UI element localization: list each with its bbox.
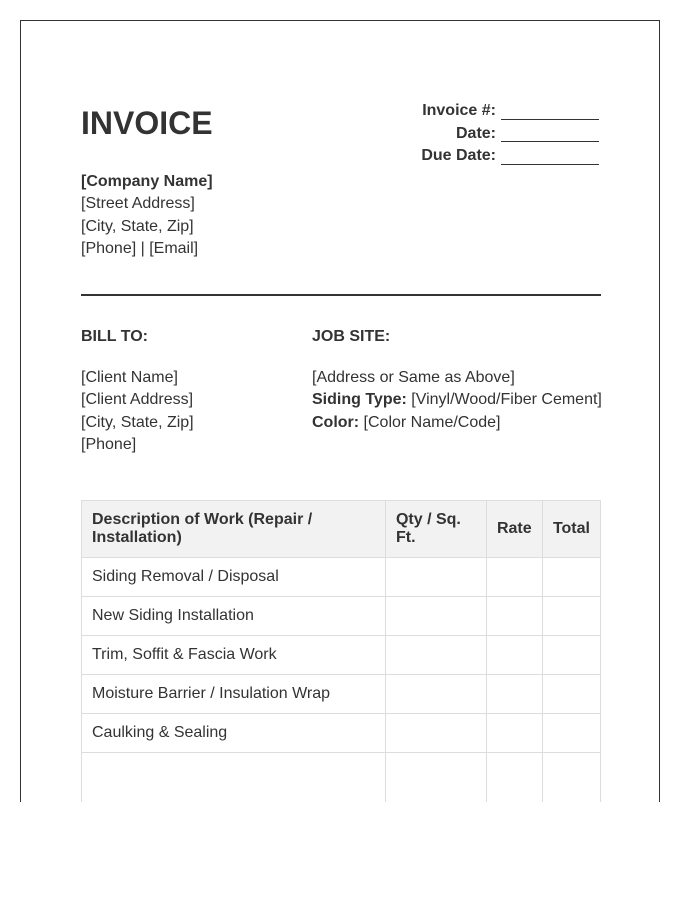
siding-type-label: Siding Type: (312, 391, 407, 409)
row-rate[interactable] (486, 597, 542, 636)
header-divider (81, 294, 601, 296)
bill-to-block (81, 367, 194, 456)
due-date-row (421, 145, 599, 168)
color-line (312, 412, 602, 434)
row-description[interactable]: Trim, Soffit & Fascia Work (82, 636, 386, 675)
table-row (82, 675, 601, 714)
row-rate[interactable] (486, 675, 542, 714)
table-row (82, 714, 601, 753)
row-rate[interactable] (486, 714, 542, 753)
due-date-label: Due Date: (421, 147, 496, 164)
row-description[interactable]: Siding Removal / Disposal (82, 558, 386, 597)
row-total[interactable] (542, 597, 600, 636)
invoice-meta (421, 100, 599, 168)
siding-type-value: [Vinyl/Wood/Fiber Cement] (406, 391, 602, 409)
company-street: [Street Address] (81, 195, 195, 213)
row-total[interactable] (542, 714, 600, 753)
company-city: [City, State, Zip] (81, 217, 194, 235)
invoice-title: INVOICE (81, 105, 213, 141)
company-info (81, 171, 213, 260)
row-qty[interactable] (385, 753, 486, 803)
row-qty[interactable] (385, 597, 486, 636)
job-site-address: [Address or Same as Above] (312, 369, 515, 386)
row-qty[interactable] (385, 675, 486, 714)
table-row (82, 597, 601, 636)
row-qty[interactable] (385, 714, 486, 753)
client-address: [Client Address] (81, 391, 194, 409)
company-contact: [Phone] | [Email] (81, 239, 199, 257)
siding-type-line (312, 389, 602, 411)
invoice-number-label: Invoice #: (422, 102, 496, 119)
header-qty: Qty / Sq. Ft. (385, 501, 486, 558)
invoice-page (20, 20, 660, 802)
client-city: [City, State, Zip] (81, 413, 194, 431)
row-total[interactable] (542, 675, 600, 714)
header-description: Description of Work (Repair / Installation) (82, 501, 386, 558)
invoice-number-field[interactable] (501, 103, 599, 120)
row-description[interactable] (82, 753, 386, 803)
row-qty[interactable] (385, 558, 486, 597)
row-qty[interactable] (385, 636, 486, 675)
row-total[interactable] (542, 753, 600, 803)
row-rate[interactable] (486, 753, 542, 803)
table-row (82, 558, 601, 597)
row-description[interactable]: New Siding Installation (82, 597, 386, 636)
row-total[interactable] (542, 636, 600, 675)
table-header-row (82, 501, 601, 558)
date-label: Date: (455, 124, 496, 142)
job-site-block (312, 367, 602, 434)
due-date-field[interactable] (501, 148, 599, 165)
company-name: [Company Name] (81, 173, 213, 190)
date-field[interactable] (501, 125, 599, 142)
client-name: [Client Name] (81, 369, 178, 386)
header-total: Total (542, 501, 600, 558)
job-site-heading: JOB SITE: (312, 328, 391, 345)
row-rate[interactable] (486, 558, 542, 597)
row-description[interactable]: Moisture Barrier / Insulation Wrap (82, 675, 386, 714)
client-phone: [Phone] (81, 435, 137, 453)
row-description[interactable]: Caulking & Sealing (82, 714, 386, 753)
row-total[interactable] (542, 558, 600, 597)
table-row (82, 753, 601, 803)
color-value: [Color Name/Code] (359, 413, 501, 431)
row-rate[interactable] (486, 636, 542, 675)
header-rate: Rate (486, 501, 542, 558)
bill-to-heading: BILL TO: (81, 328, 148, 345)
date-row (421, 123, 599, 146)
table-row (82, 636, 601, 675)
color-label: Color: (312, 413, 360, 431)
invoice-number-row (421, 100, 599, 123)
work-items-table (81, 500, 601, 802)
